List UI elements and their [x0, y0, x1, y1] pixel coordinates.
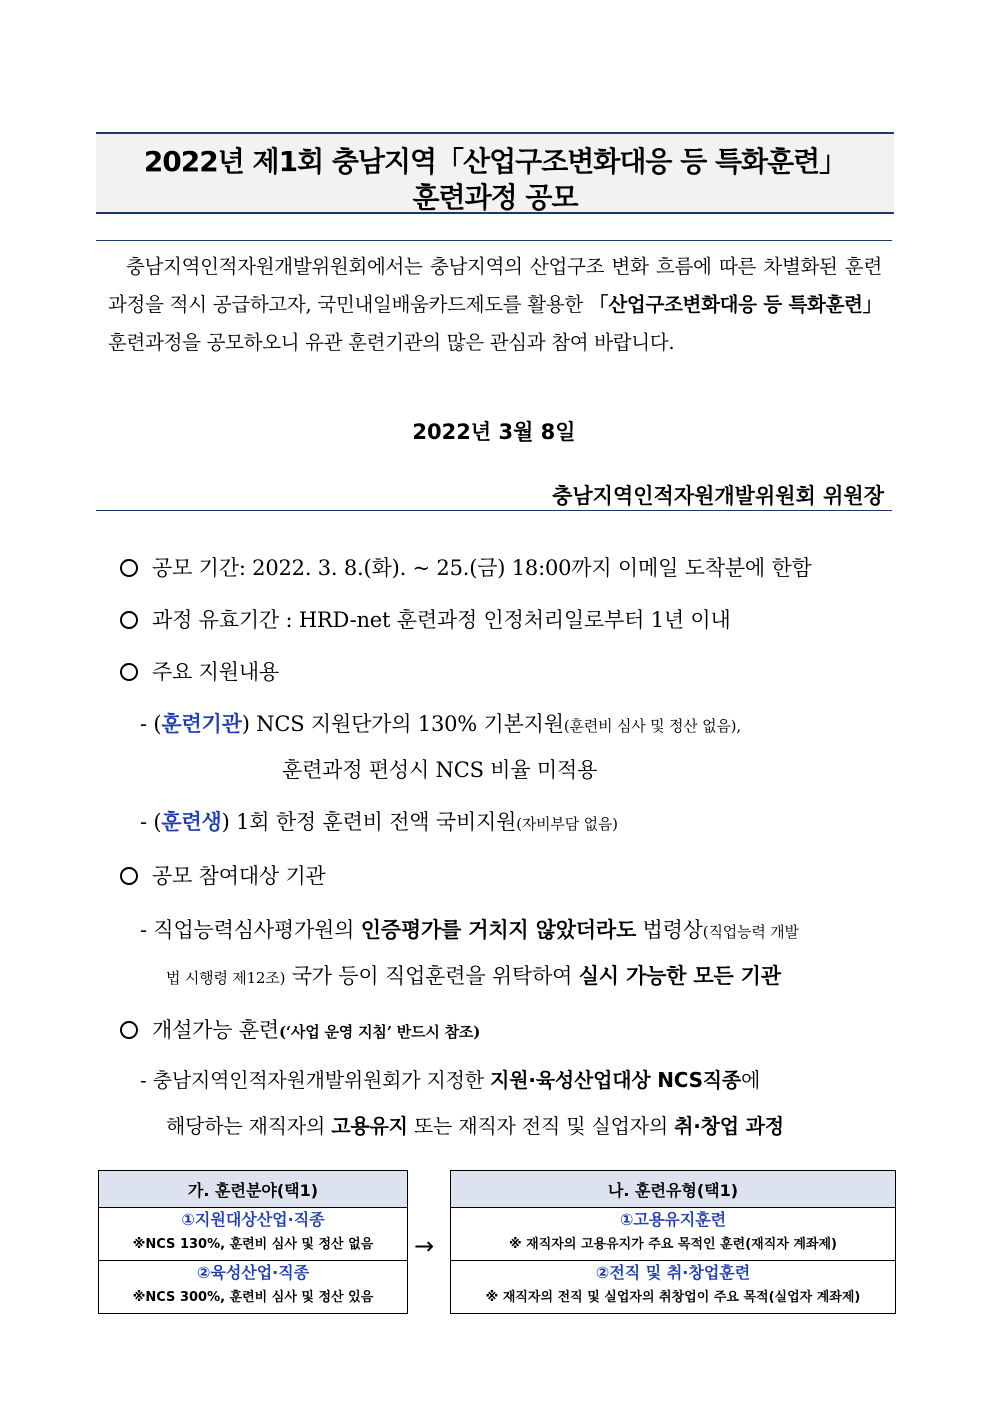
training-type-option-1: ①고용유지훈련 ※ 재직자의 고용유지가 주요 목적인 훈련(재직자 계좌제) — [451, 1208, 896, 1261]
open-line2: 해당하는 재직자의 고용유지 또는 재직자 전직 및 실업자의 취·창업 과정 — [166, 1114, 784, 1138]
bullet-circle-icon — [120, 611, 138, 629]
item-period: 공모 기간: 2022. 3. 8.(화). ~ 25.(금) 18:00까지 이메일 도착분에 한함 — [120, 552, 812, 582]
training-field-table — [98, 1170, 408, 1314]
bullet-circle-icon — [120, 867, 138, 885]
target-line1: - 직업능력심사평가원의 인증평가를 거치지 않았더라도 법령상(직업능력 개발 — [140, 918, 799, 942]
intro-top-rule — [96, 240, 892, 241]
training-type-table — [450, 1170, 896, 1314]
item-support-title: 주요 지원내용 — [120, 656, 279, 686]
training-field-option-2: ②육성산업·직종 ※NCS 300%, 훈련비 심사 및 정산 있음 — [99, 1261, 408, 1314]
item-validity: 과정 유효기간 : HRD-net 훈련과정 인정처리일로부터 1년 이내 — [120, 604, 731, 634]
signatory-rule — [96, 510, 892, 511]
support-institution: - (훈련기관) NCS 지원단가의 130% 기본지원(훈련비 심사 및 정산 없음), — [140, 711, 741, 736]
announcement-date: 2022년 3월 8일 — [412, 420, 576, 444]
training-field-option-1: ①지원대상산업·직종 ※NCS 130%, 훈련비 심사 및 정산 없음 — [99, 1208, 408, 1261]
signatory: 충남지역인적자원개발위원회 위원장 — [552, 483, 884, 508]
title-box — [96, 132, 894, 214]
training-field-header: 가. 훈련분야(택1) — [99, 1171, 408, 1208]
bullet-circle-icon — [120, 559, 138, 577]
intro-paragraph: 충남지역인적자원개발위원회에서는 충남지역의 산업구조 변화 흐름에 따른 차별화된 훈련과정을 적시 공급하고자, 국민내일배움카드제도를 활용한 「산업구조변화대응 등 특화훈련」훈련과정을 공모하오니 유관 훈련기관의 많은 관심과 참여 바랍니다. — [108, 255, 883, 354]
target-line2: 법 시행령 제12조) 국가 등이 직업훈련을 위탁하여 실시 가능한 모든 기관 — [166, 964, 781, 988]
title-line-1: 2022년 제1회 충남지역「산업구조변화대응 등 특화훈련」 — [143, 145, 847, 178]
training-type-option-2: ②전직 및 취·창업훈련 ※ 재직자의 전직 및 실업자의 취창업이 주요 목적(실업자 계좌제) — [451, 1261, 896, 1314]
item-open-title: 개설가능 훈련(‘사업 운영 지침’ 반드시 참조) — [120, 1014, 480, 1044]
item-target-title: 공모 참여대상 기관 — [120, 860, 326, 890]
bullet-circle-icon — [120, 1021, 138, 1039]
intro-bold-title: 「산업구조변화대응 등 특화훈련」 — [589, 293, 883, 316]
support-institution-line2: 훈련과정 편성시 NCS 비율 미적용 — [282, 758, 598, 782]
title-line-2: 훈련과정 공모 — [412, 181, 578, 214]
support-trainee: - (훈련생) 1회 한정 훈련비 전액 국비지원(자비부담 없음) — [140, 809, 618, 834]
bullet-circle-icon — [120, 663, 138, 681]
training-type-header: 나. 훈련유형(택1) — [451, 1171, 896, 1208]
open-line1: - 충남지역인적자원개발위원회가 지정한 지원·육성산업대상 NCS직종에 — [140, 1068, 761, 1092]
arrow-right-icon: → — [414, 1232, 435, 1260]
